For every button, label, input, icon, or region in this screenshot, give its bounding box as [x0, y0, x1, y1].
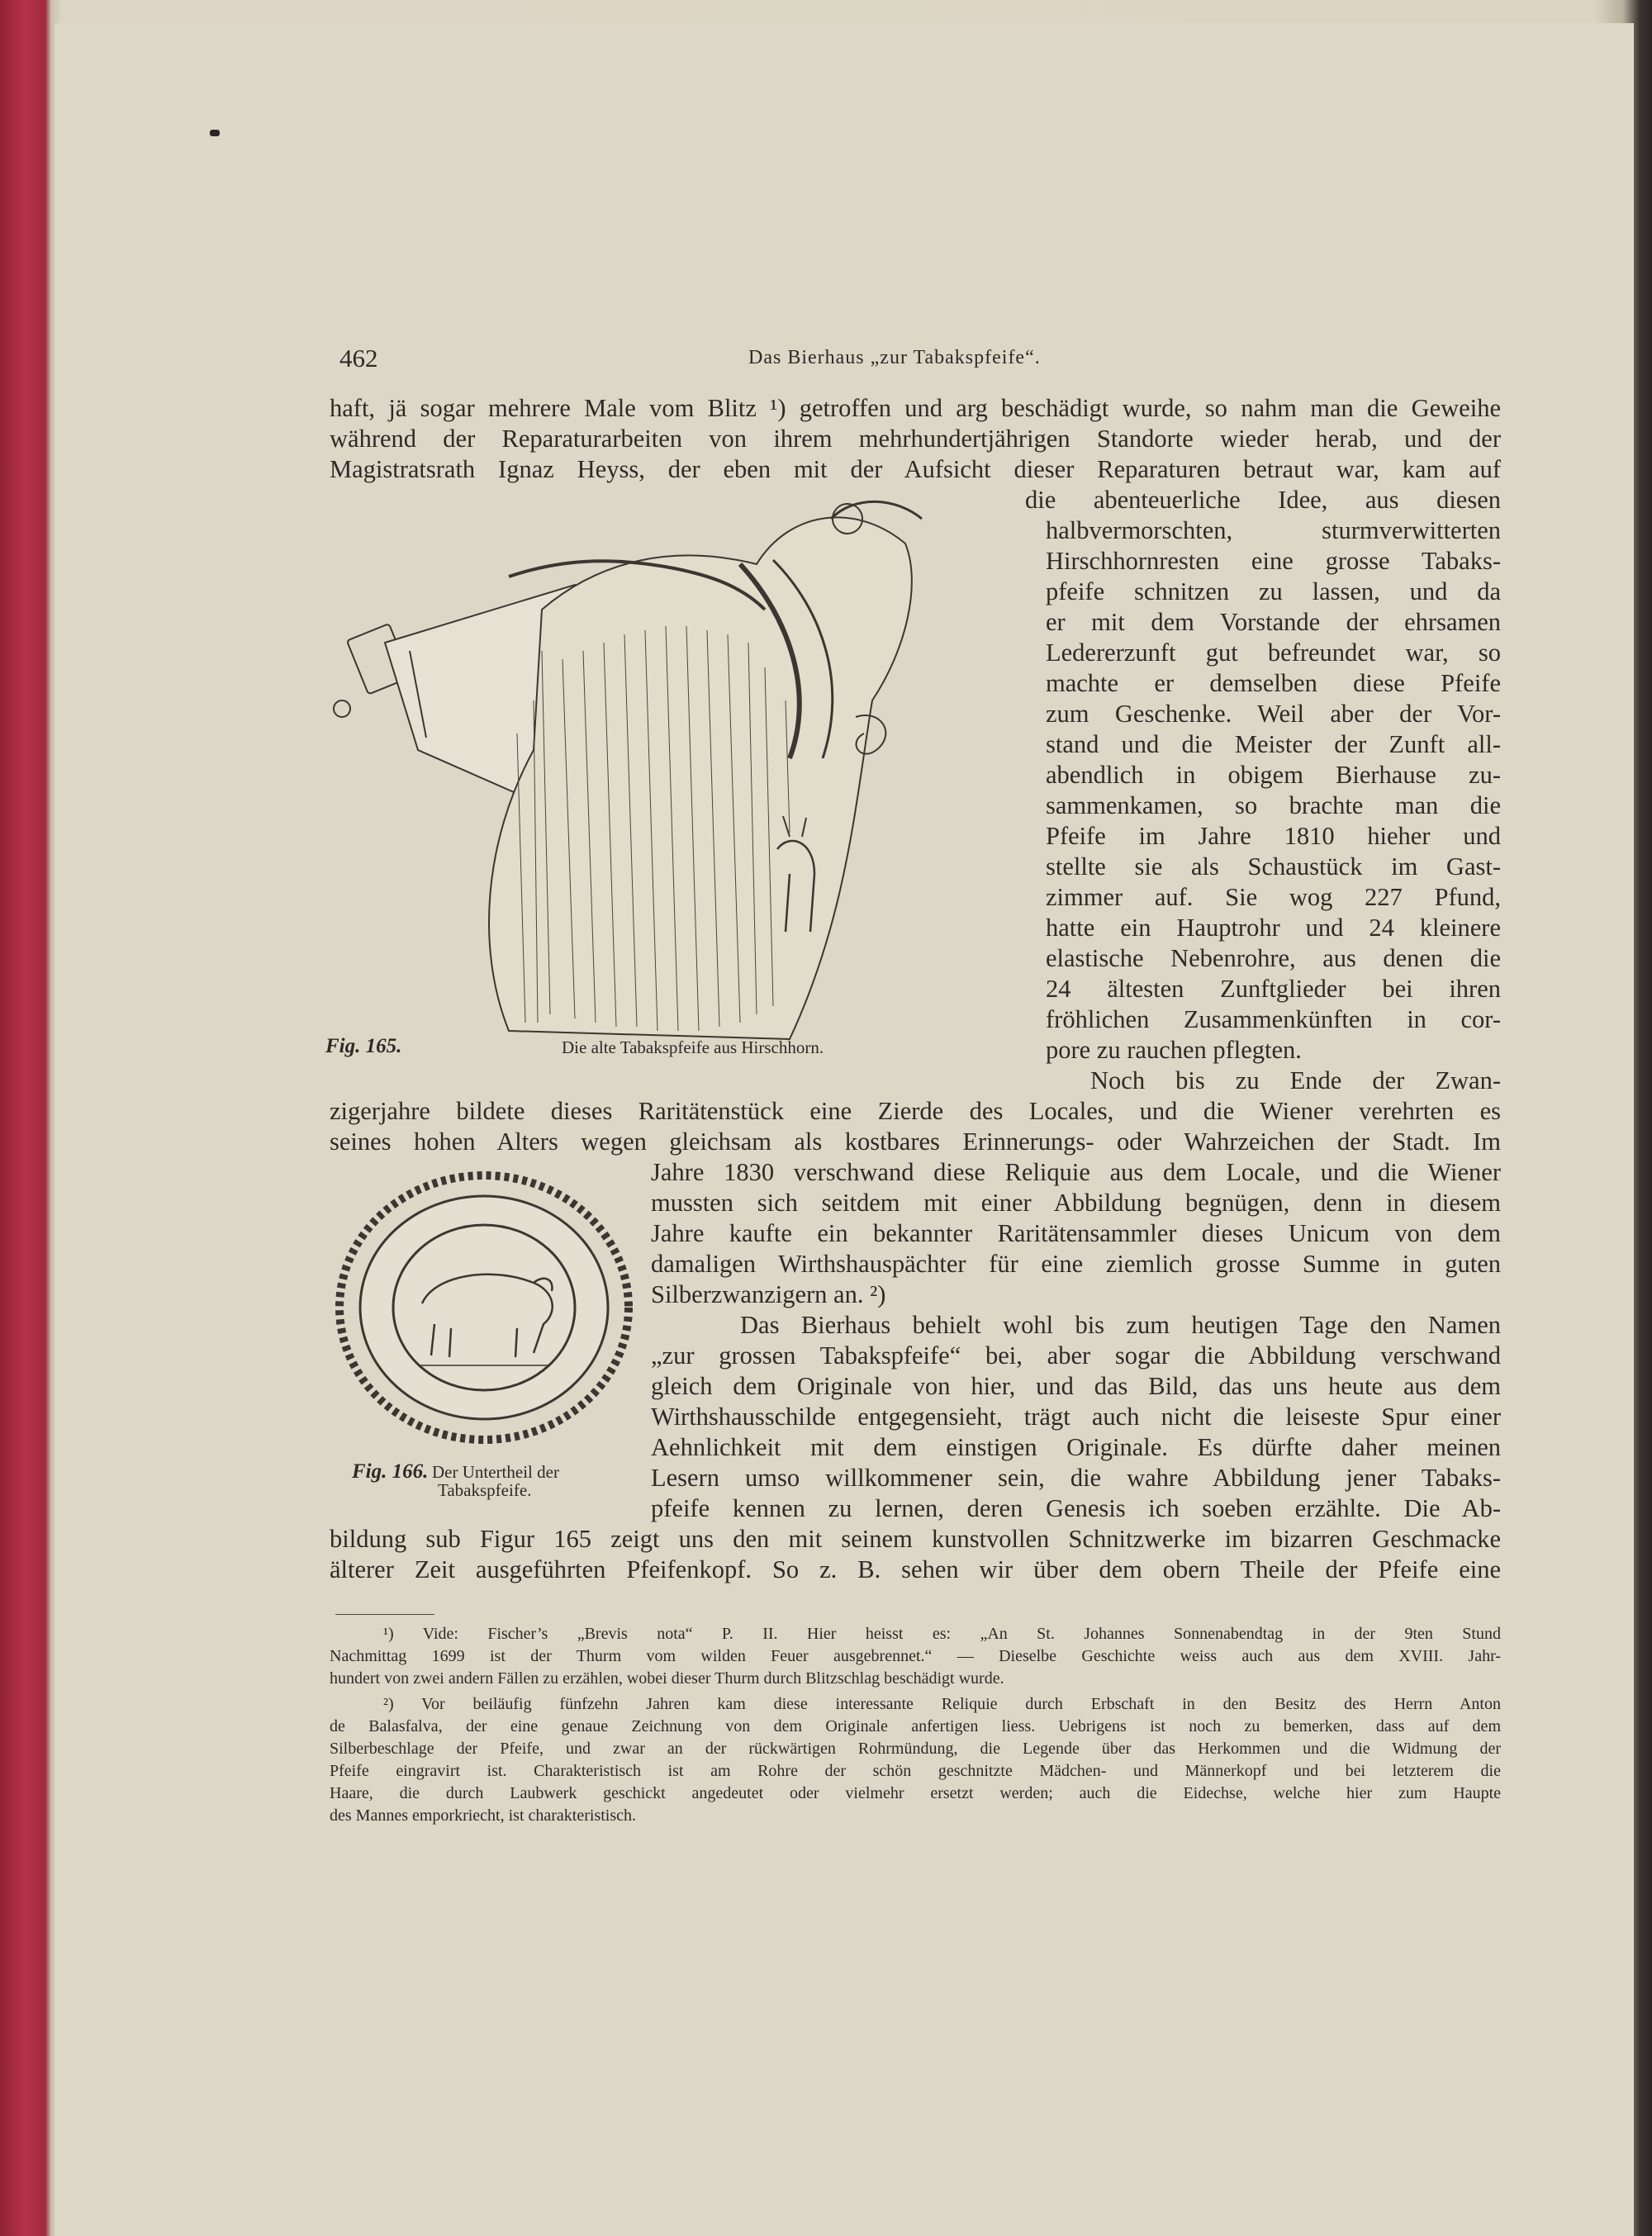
body-line: pore zu rauchen pflegten. — [1046, 1036, 1302, 1064]
footnote-line: des Mannes emporkriecht, ist charakteristisch. — [330, 1806, 636, 1825]
body-line: haft, jä sogar mehrere Male vom Blitz ¹) getroffen und arg beschädigt wurde, so nahm man die Geweihe — [330, 394, 1501, 422]
body-line: fröhlichen Zusammenkünften in cor- — [1046, 1005, 1501, 1033]
body-line: die abenteuerliche Idee, aus diesen — [1025, 486, 1501, 514]
body-line: machte er demselben diese Pfeife — [1046, 669, 1501, 697]
body-line: Lesern umso willkommener sein, die wahre Abbildung jener Tabaks- — [651, 1464, 1501, 1492]
body-line: mussten sich seitdem mit einer Abbildung begnügen, denn in diesem — [651, 1189, 1501, 1217]
body-line: hatte ein Hauptrohr und 24 kleinere — [1046, 914, 1501, 942]
body-line: Silberzwanzigern an. ²) — [651, 1280, 886, 1308]
body-line: gleich dem Originale von hier, und das Bild, das uns heute aus dem — [651, 1372, 1501, 1400]
body-line: stellte sie als Schaustück im Gast- — [1046, 852, 1501, 881]
body-line: 24 ältesten Zunftglieder bei ihren — [1046, 975, 1501, 1003]
body-line: Pfeife im Jahre 1810 hieher und — [1046, 822, 1501, 850]
fig166-caption-line2: Tabakspfeife. — [438, 1480, 532, 1500]
body-line: pfeife schnitzen zu lassen, und da — [1046, 577, 1501, 605]
body-line: seines hohen Alters wegen gleichsam als kostbares Erinnerungs- oder Wahrzeichen der Stadt. Im — [330, 1127, 1501, 1156]
fig166-label: Fig. 166. — [352, 1460, 429, 1483]
tobacco-pipe-engraving — [327, 486, 1029, 1056]
footnote-line: Pfeife eingravirt ist. Charakteristisch ist am Rohre der schön geschnitzte Mädchen- und Männerkopf und bei letzterem die — [330, 1762, 1501, 1780]
body-line: Das Bierhaus behielt wohl bis zum heutigen Tage den Namen — [740, 1311, 1501, 1339]
body-line: abendlich in obigem Bierhause zu- — [1046, 761, 1501, 789]
page-number: 462 — [339, 344, 378, 373]
fig165-label: Fig. 165. — [325, 1035, 402, 1057]
running-title: Das Bierhaus „zur Tabakspfeife“. — [748, 347, 1041, 368]
body-line: bildung sub Figur 165 zeigt uns den mit seinem kunstvollen Schnitzwerke im bizarren Geschmacke — [330, 1525, 1501, 1553]
body-line: zum Geschenke. Weil aber der Vor- — [1046, 700, 1501, 728]
body-line: Jahre 1830 verschwand diese Reliquie aus dem Locale, und die Wiener — [651, 1158, 1501, 1186]
body-line: zimmer auf. Sie wog 227 Pfund, — [1046, 883, 1501, 911]
book-page — [55, 23, 1634, 2236]
fig165-caption — [325, 1035, 824, 1058]
body-line: sammenkamen, so brachte man die — [1046, 791, 1501, 819]
body-line: Ledererzunft gut befreundet war, so — [1046, 639, 1501, 667]
pipe-underside-engraving — [327, 1159, 641, 1456]
body-line: stand und die Meister der Zunft all- — [1046, 730, 1501, 758]
footnote-line: ¹) Vide: Fischer’s „Brevis nota“ P. II. Hier heisst es: „An St. Johannes Sonnenabendtag in der 9ten Stund — [383, 1625, 1501, 1643]
fig166-caption-line1: Der Untertheil der — [432, 1462, 559, 1482]
fig166-caption — [352, 1460, 559, 1500]
body-line: älterer Zeit ausgeführten Pfeifenkopf. So z. B. sehen wir über dem obern Theile der Pfeife eine — [330, 1555, 1501, 1583]
body-line: Wirthshausschilde entgegensieht, trägt auch nicht die leiseste Spur einer — [651, 1403, 1501, 1431]
footnote-separator — [335, 1614, 434, 1615]
footnote-line: hundert von zwei andern Fällen zu erzählen, wobei dieser Thurm durch Blitzschlag beschädigt wurde. — [330, 1669, 1004, 1688]
body-line: Aehnlichkeit mit dem einstigen Originale. Es dürfte daher meinen — [651, 1433, 1501, 1461]
body-line: Jahre kaufte ein bekannter Raritätensammler dieses Unicum von dem — [651, 1219, 1501, 1247]
body-line: er mit dem Vorstande der ehrsamen — [1046, 608, 1501, 636]
body-line: pfeife kennen zu lernen, deren Genesis ich soeben erzählte. Die Ab- — [651, 1494, 1501, 1522]
fig165-caption-text: Die alte Tabakspfeife aus Hirschhorn. — [562, 1037, 824, 1057]
running-header — [55, 344, 1634, 377]
body-line: halbvermorschten, sturmverwitterten — [1046, 516, 1501, 544]
ink-speck — [210, 130, 220, 136]
footnote-line: de Balasfalva, der eine genaue Zeichnung von dem Originale anfertigen liess. Uebrigens ist noch zu bemerken, dass auf dem — [330, 1717, 1501, 1735]
footnote-line: Nachmittag 1699 ist der Thurm vom wilden Feuer ausgebrennet.“ — Dieselbe Geschichte weiss auch aus dem XVIII. Jahr- — [330, 1647, 1501, 1665]
body-line: elastische Nebenrohre, aus denen die — [1046, 944, 1501, 972]
footnote-line: Silberbeschlage der Pfeife, und zwar an der rückwärtigen Rohrmündung, die Legende über das Herkommen und die Widmung der — [330, 1740, 1501, 1758]
body-line: Magistratsrath Ignaz Heyss, der eben mit der Aufsicht dieser Reparaturen betraut war, kam auf — [330, 455, 1501, 483]
body-line: „zur grossen Tabakspfeife“ bei, aber sogar die Abbildung verschwand — [651, 1341, 1501, 1370]
footnote-line: ²) Vor beiläufig fünfzehn Jahren kam diese interessante Reliquie durch Erbschaft in den Besitz des Herrn Anton — [383, 1695, 1501, 1713]
body-line: während der Reparaturarbeiten von ihrem mehrhundertjährigen Standorte wieder herab, und der — [330, 425, 1501, 453]
body-line: Noch bis zu Ende der Zwan- — [1090, 1066, 1501, 1094]
body-line: damaligen Wirthshauspächter für eine ziemlich grosse Summe in guten — [651, 1250, 1501, 1278]
footnote-line: Haare, die durch Laubwerk geschickt angedeutet oder vielmehr ersetzt werden; auch die Eidechse, welche hier zum Haupte — [330, 1784, 1501, 1802]
body-line: Hirschhornresten eine grosse Tabaks- — [1046, 547, 1501, 575]
body-line: zigerjahre bildete dieses Raritätenstück eine Zierde des Locales, und die Wiener verehrten es — [330, 1097, 1501, 1125]
